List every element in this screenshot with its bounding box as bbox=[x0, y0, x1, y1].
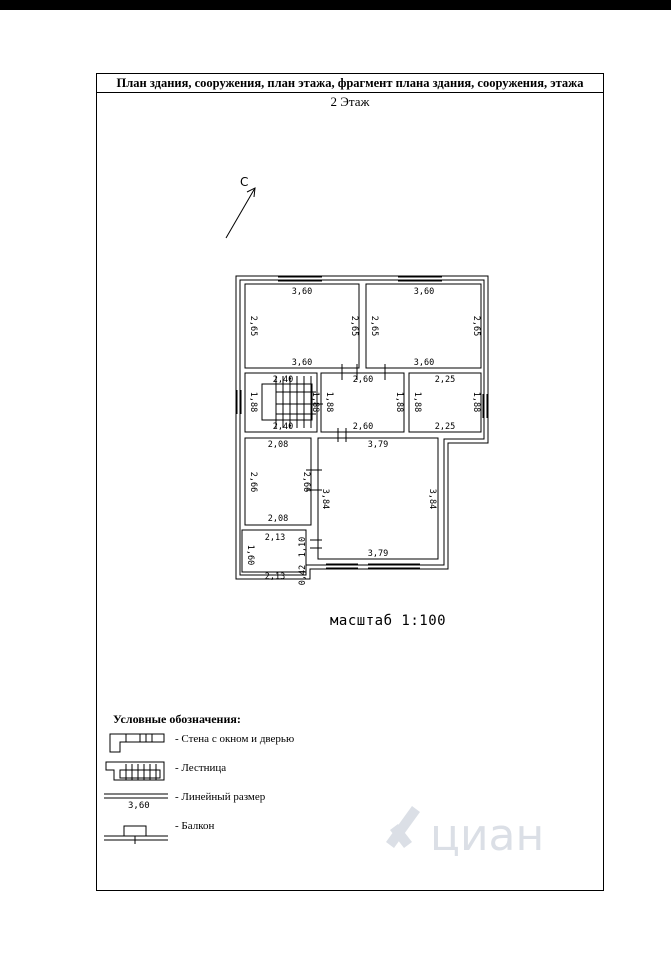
dim-bal-top: 2,13 bbox=[264, 533, 286, 543]
legend-stairs-symbol bbox=[106, 762, 164, 780]
dim-r3-bottom: 2,08 bbox=[267, 514, 289, 524]
legend-balcony-symbol bbox=[104, 826, 168, 844]
dim-bath-left: 1,88 bbox=[412, 391, 422, 413]
dim-bath-bottom: 2,25 bbox=[434, 422, 456, 432]
dim-r1-right: 2,65 bbox=[349, 315, 359, 337]
dim-r3-top: 2,08 bbox=[267, 440, 289, 450]
legend-linear-sample: 3,60 bbox=[128, 801, 150, 811]
dim-big-right: 3,84 bbox=[427, 488, 437, 510]
dim-bal-left: 1,60 bbox=[245, 544, 255, 566]
dim-stair-top: 2,40 bbox=[272, 375, 294, 385]
legend-wall-label: - Стена с окном и дверью bbox=[175, 733, 295, 745]
dim-r1-left: 2,65 bbox=[248, 315, 258, 337]
compass-arrow bbox=[226, 188, 255, 238]
dim-big-left: 3,84 bbox=[320, 488, 330, 510]
dim-hall-top: 2,60 bbox=[352, 375, 374, 385]
dim-r2-bottom: 3,60 bbox=[413, 358, 435, 368]
dim-bath-top: 2,25 bbox=[434, 375, 456, 385]
dim-r1-bottom: 3,60 bbox=[291, 358, 313, 368]
watermark-logo bbox=[386, 806, 544, 861]
scale-label: масштаб 1:100 bbox=[330, 613, 447, 629]
floor-label: 2 Этаж bbox=[330, 94, 370, 109]
dim-stair-right: 1,88 bbox=[310, 391, 320, 413]
dim-bath-right: 1,88 bbox=[471, 391, 481, 413]
compass-label: С bbox=[240, 175, 249, 189]
dim-bal-bottom: 2,13 bbox=[264, 572, 286, 582]
dim-hall-left: 1,88 bbox=[324, 391, 334, 413]
legend-linear-label: - Линейный размер bbox=[175, 791, 266, 803]
watermark-text: циан bbox=[430, 810, 545, 861]
dim-hall-right: 1,88 bbox=[394, 391, 404, 413]
dim-big-top: 3,79 bbox=[367, 440, 389, 450]
room-big bbox=[318, 438, 438, 559]
dim-r2-right: 2,65 bbox=[471, 315, 481, 337]
dim-r3-right: 2,66 bbox=[301, 471, 311, 493]
legend-title: Условные обозначения: bbox=[113, 712, 241, 726]
legend-linear-symbol bbox=[104, 794, 168, 798]
dim-r2-top: 3,60 bbox=[413, 287, 435, 297]
dim-stair-bottom: 2,40 bbox=[272, 422, 294, 432]
page-title: План здания, сооружения, план этажа, фрагмент плана здания, сооружения, этажа bbox=[97, 74, 603, 93]
dim-hall-bottom: 2,60 bbox=[352, 422, 374, 432]
dim-big-bottom: 3,79 bbox=[367, 549, 389, 559]
legend-wall-symbol bbox=[110, 734, 164, 752]
dim-bal-small-2: 1,10 bbox=[298, 536, 308, 558]
dim-r1-top: 3,60 bbox=[291, 287, 313, 297]
legend-balcony-label: - Балкон bbox=[175, 820, 215, 832]
dim-stair-left: 1,88 bbox=[248, 391, 258, 413]
dim-r2-left: 2,65 bbox=[369, 315, 379, 337]
dim-bal-small: 0,42 bbox=[298, 564, 308, 586]
legend-stairs-label: - Лестница bbox=[175, 762, 227, 774]
dim-r3-left: 2,66 bbox=[248, 471, 258, 493]
